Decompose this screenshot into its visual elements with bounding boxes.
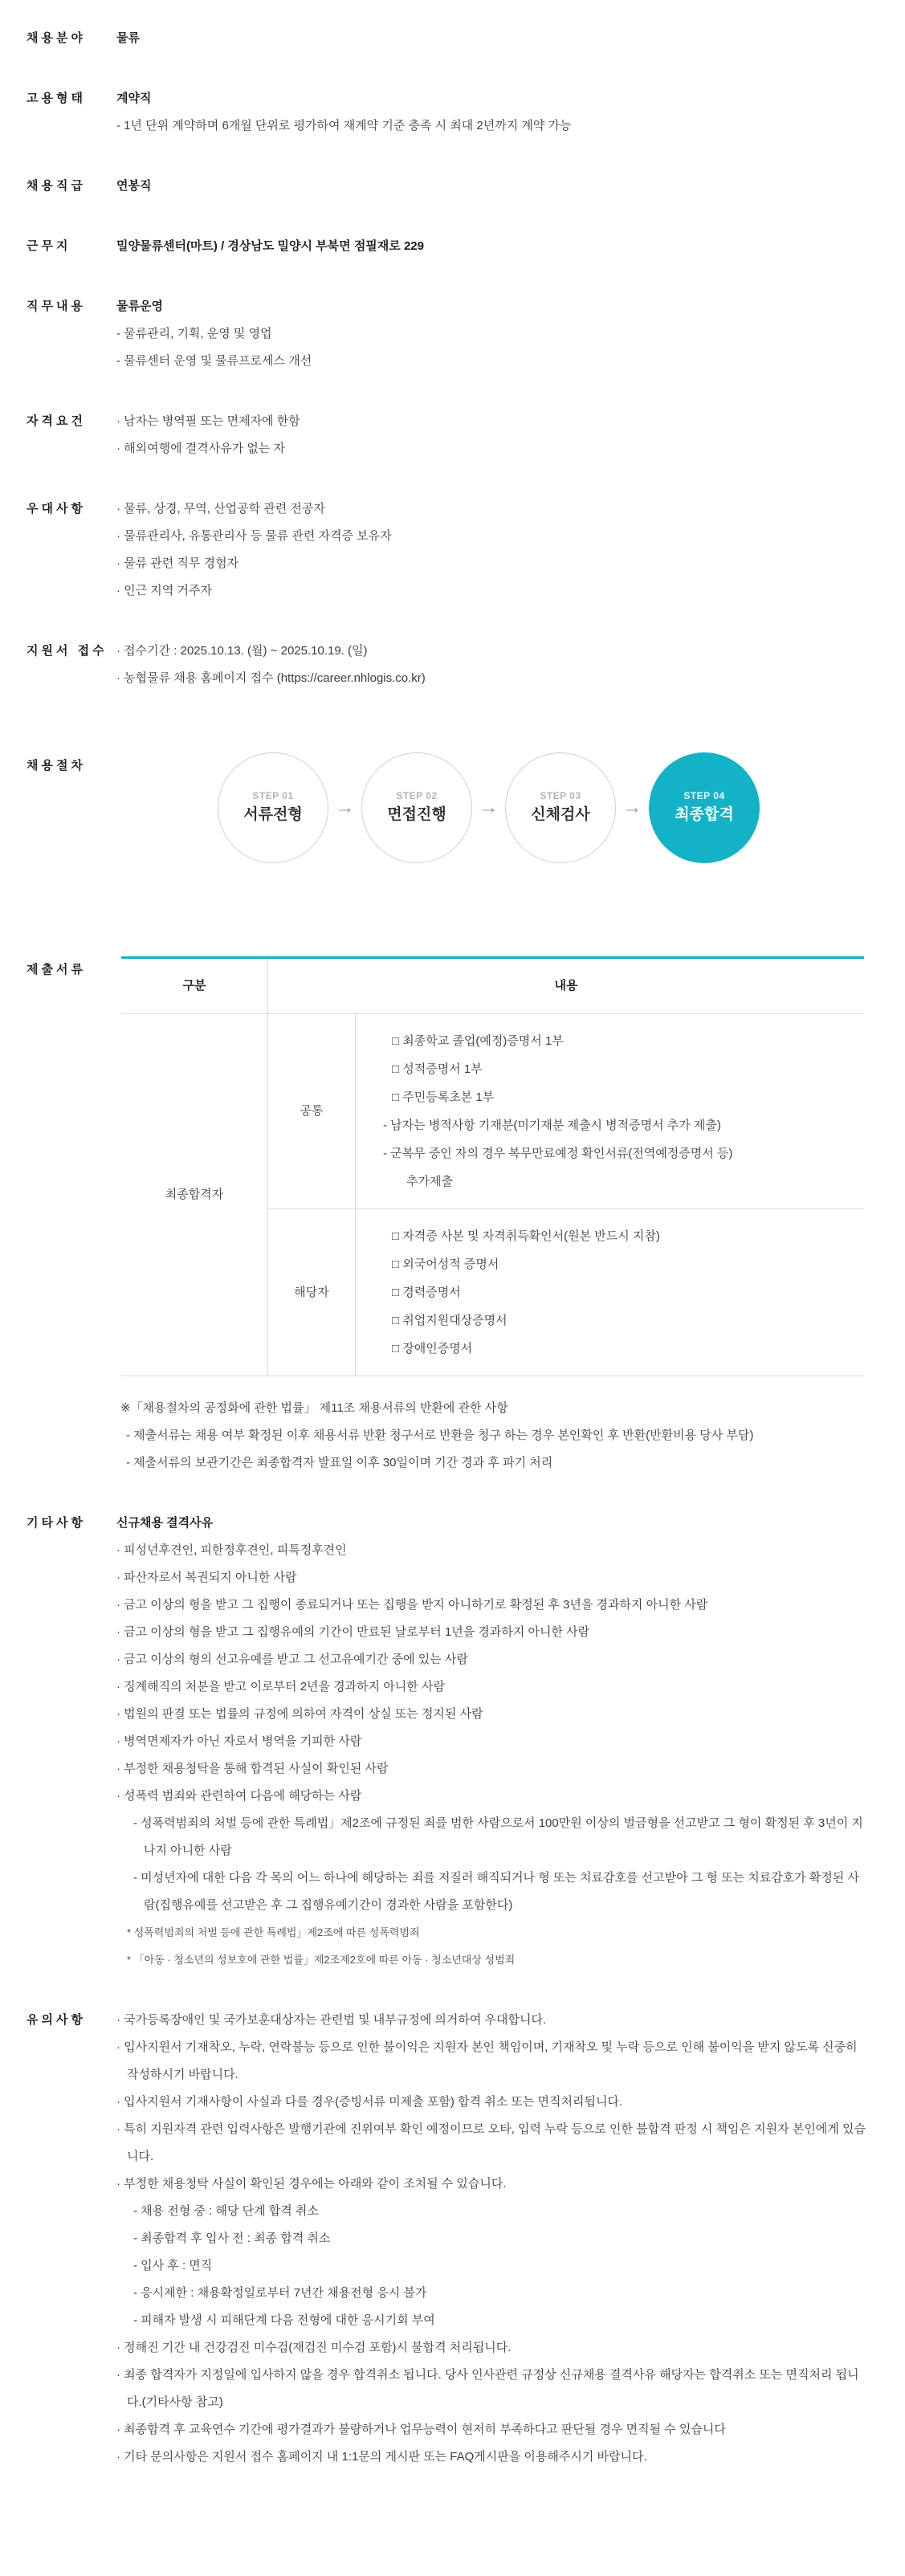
caution-subitem: - 입사 후 : 면직 (133, 2259, 213, 2272)
etc-item: · 병역면제자가 아닌 자로서 병역을 기피한 사람 (116, 1734, 362, 1748)
etc-item: · 금고 이상의 형의 선고유예를 받고 그 선고유예기간 중에 있는 사람 (116, 1653, 468, 1666)
etc-item: · 징계해직의 처분을 받고 이로부터 2년을 경과하지 아니한 사람 (116, 1680, 445, 1694)
caution-item: · 부정한 채용청탁 사실이 확인된 경우에는 아래와 같이 조치될 수 있습니다. (116, 2177, 507, 2191)
document-item: 추가제출 (406, 1175, 453, 1188)
caution-item: · 정해진 기간 내 건강검진 미수검(재검진 미수검 포함)시 불합격 처리됩니다. (116, 2341, 512, 2354)
etc-footnote: * 「아동 · 청소년의 성보호에 관한 법률」제2조제2호에 따른 아동 · 청소년대상 성범죄 (127, 1954, 516, 1966)
documents-note: - 제출서류는 채용 여부 확정된 이후 채용서류 반환 청구서로 반환을 청구 하는 경우 본인확인 후 반환(반환비용 당사 부담) (126, 1429, 754, 1442)
table-row-common (268, 1014, 864, 1209)
etc-item: · 금고 이상의 형을 받고 그 집행유예의 기간이 만료된 날로부터 1년을 경과하지 아니한 사람 (116, 1625, 590, 1639)
arrow-right-icon: → (335, 797, 355, 818)
cautions-label: 유의사항 (26, 2013, 86, 2027)
job-duties-value: 물류운영 (116, 300, 163, 313)
preference-item: · 물류관리사, 유통관리사 등 물류 관련 자격증 보유자 (116, 529, 392, 543)
document-item: □ 성적증명서 1부 (392, 1062, 483, 1076)
caution-item: · 국가등록장애인 및 국가보훈대상자는 관련법 및 내부규정에 의거하여 우대합니다. (116, 2013, 547, 2027)
step-name: 면접진행 (387, 806, 446, 823)
caution-item: · 최종합격 후 교육연수 기간에 평가결과가 불량하거나 업무능력이 현저히 부족하다고 판단될 경우 면직될 수 있습니다 (116, 2423, 726, 2436)
documents-notes (120, 1395, 867, 1477)
document-item: □ 장애인증명서 (392, 1342, 473, 1355)
application-label: 지원서 접수 (26, 644, 108, 658)
recruit-field-label: 채용분야 (26, 31, 86, 45)
arrow-right-icon: → (479, 797, 499, 818)
document-item: □ 취업지원대상증명서 (392, 1314, 508, 1327)
etc-item: · 파산자로서 복권되지 아니한 사람 (116, 1571, 297, 1584)
documents-note: ※「채용절차의 공정화에 관한 법률」 제11조 채용서류의 반환에 관한 사항 (120, 1401, 508, 1415)
procedure-label: 채용절차 (26, 759, 86, 772)
preference-item: · 물류 관련 직무 경험자 (116, 556, 239, 570)
document-item: □ 최종학교 졸업(예정)증명서 1부 (392, 1034, 564, 1048)
section-qualifications (0, 408, 905, 463)
section-cautions (0, 2007, 905, 2471)
section-documents (0, 956, 905, 1477)
qualification-item: · 해외여행에 결격사유가 없는 자 (116, 442, 286, 455)
step-name: 최종합격 (675, 806, 734, 823)
preferences-label: 우대사항 (26, 502, 86, 516)
documents-label: 제출서류 (26, 963, 86, 976)
caution-subitem: - 피해자 발생 시 피해단계 다음 전형에 대한 응시기회 부여 (133, 2313, 435, 2327)
preference-item: · 인근 지역 거주자 (116, 584, 212, 597)
documents-table-body (121, 1014, 864, 1376)
etc-item: · 법원의 판결 또는 법률의 규정에 의하여 자격이 상실 또는 정지된 사람 (116, 1707, 483, 1721)
etc-subitem: - 성폭력범죄의 처벌 등에 관한 특례법」제2조에 규정된 죄를 범한 사람으로서 100만원 이상의 벌금형을 선고받고 그 형이 확정된 후 3년이 지나지 아니한 사람 (133, 1816, 863, 1857)
section-work-place (0, 233, 905, 260)
qualifications-label: 자격요건 (26, 414, 86, 428)
step-circle-4-final (649, 752, 760, 863)
step-circle-3 (505, 752, 616, 863)
recruit-field-value: 물류 (116, 31, 140, 45)
section-procedure (0, 752, 905, 863)
document-item: □ 주민등록초본 1부 (392, 1090, 495, 1104)
preference-item: · 물류, 상경, 무역, 산업공학 관련 전공자 (116, 502, 325, 516)
work-place-label: 근무지 (26, 239, 71, 253)
document-item: □ 자격증 사본 및 자격취득확인서(원본 반드시 지참) (392, 1229, 660, 1243)
procedure-steps-flow (218, 752, 867, 863)
job-duties-label: 직무내용 (26, 300, 86, 313)
caution-subitem: - 최종합격 후 입사 전 : 최종 합격 취소 (133, 2232, 331, 2245)
step-name: 서류전형 (243, 806, 303, 823)
etc-item: · 피성년후견인, 피한정후견인, 피특정후견인 (116, 1543, 347, 1557)
position-grade-value: 연봉직 (116, 179, 152, 193)
caution-subitem: - 채용 전형 중 : 해당 단계 합격 취소 (133, 2204, 319, 2218)
caution-subitem: - 응시제한 : 채용확정일로부터 7년간 채용전형 응시 불가 (133, 2286, 427, 2300)
section-job-duties (0, 293, 905, 375)
employment-type-label: 고용형태 (26, 92, 86, 105)
work-place-value: 밀양물류센터(마트) / 경상남도 밀양시 부북면 점필재로 229 (116, 239, 424, 253)
section-employment-type (0, 85, 905, 140)
cell-final-passer: 최종합격자 (121, 1014, 268, 1376)
table-row-target (268, 1209, 864, 1376)
section-position-grade (0, 173, 905, 200)
qualification-item: · 남자는 병역필 또는 면제자에 한함 (116, 414, 300, 428)
etc-label: 기타사항 (26, 1516, 86, 1530)
job-duties-detail: - 물류센터 운영 및 물류프로세스 개선 (116, 354, 312, 368)
etc-item: · 부정한 채용청탁을 통해 합격된 사실이 확인된 사람 (116, 1762, 389, 1775)
arrow-right-icon: → (622, 797, 642, 818)
caution-item: · 기타 문의사항은 지원서 접수 홈페이지 내 1:1문의 게시판 또는 FAQ게시판을 이용해주시기 바랍니다. (116, 2450, 647, 2464)
job-duties-detail: - 물류관리, 기획, 운영 및 영업 (116, 327, 272, 340)
document-item: - 남자는 병적사항 기재분(미기재분 제출시 병적증명서 추가 제출) (383, 1119, 721, 1132)
documents-note: - 제출서류의 보관기간은 최종합격자 발표일 이후 30일이며 기간 경과 후 파기 처리 (126, 1456, 553, 1469)
section-application (0, 638, 905, 692)
step-number: STEP 04 (683, 790, 725, 801)
documents-table-header (121, 959, 864, 1014)
section-etc (0, 1510, 905, 1974)
caution-item: · 최종 합격자가 지정일에 입사하지 않을 경우 합격취소 됩니다. 당사 인사관련 규정상 신규채용 결격사유 해당자는 합격취소 또는 면직처리 됩니다.(기타사항 참고) (116, 2368, 859, 2409)
employment-type-detail: - 1년 단위 계약하며 6개월 단위로 평가하여 재계약 기준 충족 시 최대 2년까지 계약 가능 (116, 119, 572, 132)
step-circle-2 (361, 752, 472, 863)
header-cell-naeyong: 내용 (554, 979, 578, 992)
etc-heading: 신규채용 결격사유 (116, 1516, 214, 1530)
documents-table (121, 956, 864, 1376)
section-preferences (0, 495, 905, 605)
caution-item: · 입사지원서 기재착오, 누락, 연락불능 등으로 인한 불이익은 지원자 본인 책임이며, 기재착오 및 누락 등으로 인해 불이익을 받지 않도록 신중히 작성하시기 바랍니다. (116, 2040, 858, 2081)
document-item: - 군복무 중인 자의 경우 복무만료예정 확인서류(전역예정증명서 등) (383, 1147, 733, 1160)
step-number: STEP 03 (540, 790, 581, 801)
step-circle-1 (218, 752, 328, 863)
etc-item: · 금고 이상의 형을 받고 그 집행이 종료되거나 또는 집행을 받지 아니하기로 확정된 후 3년을 경과하지 아니한 사람 (116, 1598, 708, 1612)
etc-subitem: - 미성년자에 대한 다음 각 목의 어느 하나에 해당하는 죄를 저질러 해직되거나 형 또는 치료감호를 선고받아 그 형 또는 치료감호가 확정된 사람(집행유예를 선고받은 후 그 집행유예기간이 경과한 사람을 포함한다) (133, 1871, 859, 1912)
document-item: □ 경력증명서 (392, 1286, 461, 1299)
step-number: STEP 02 (396, 790, 438, 801)
step-number: STEP 01 (252, 790, 294, 801)
employment-type-value: 계약직 (116, 92, 152, 105)
cell-type-target: 해당자 (268, 1209, 356, 1376)
application-homepage: · 농협물류 채용 홈페이지 접수 (https://career.nhlogis.co.kr) (116, 671, 426, 685)
section-recruit-field (0, 25, 905, 52)
application-period: · 접수기간 : 2025.10.13. (월) ~ 2025.10.19. (일) (116, 644, 368, 658)
caution-item: · 특히 지원자격 관련 입력사항은 발행기관에 진위여부 확인 예정이므로 오타, 입력 누락 등으로 인한 불합격 판정 시 책임은 지원자 본인에게 있습니다. (116, 2122, 866, 2163)
cell-type-common: 공통 (268, 1014, 356, 1209)
etc-item: · 성폭력 범죄와 관련하여 다음에 해당하는 사람 (116, 1789, 362, 1803)
etc-footnote: * 성폭력범죄의 처벌 등에 관한 특례법」제2조에 따른 성폭력범죄 (127, 1926, 420, 1938)
header-cell-gubun: 구분 (121, 959, 268, 1013)
caution-item: · 입사지원서 기재사항이 사실과 다를 경우(증빙서류 미제출 포함) 합격 취소 또는 면직처리됩니다. (116, 2095, 623, 2109)
position-grade-label: 채용직급 (26, 179, 86, 193)
document-item: □ 외국어성적 증명서 (392, 1257, 499, 1271)
step-name: 신체검사 (531, 806, 590, 823)
